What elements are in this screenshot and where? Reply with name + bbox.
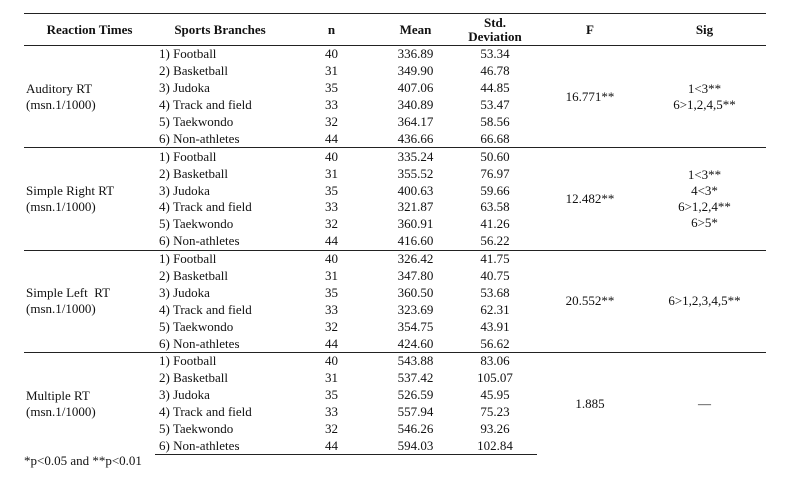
sports-branch-cell: 5) Taekwondo	[159, 114, 234, 129]
header-mean: Mean	[378, 14, 453, 46]
mean-cell: 543.88	[378, 353, 453, 370]
sports-branch-cell: 6) Non-athletes	[155, 130, 285, 147]
n-cell: 33	[325, 404, 338, 420]
mean-cell: 557.94	[397, 404, 434, 420]
reaction-time-unit: (msn.1/1000)	[26, 96, 96, 112]
n-cell: 33	[325, 199, 338, 215]
reaction-time-unit: (msn.1/1000)	[26, 301, 96, 317]
std-deviation-cell: 66.68	[453, 130, 537, 147]
mean-cell: 360.91	[397, 216, 434, 232]
sports-branch-cell: 2) Basketball	[159, 268, 228, 284]
mean-cell: 416.60	[378, 233, 453, 250]
sports-branch-cell: 3) Judoka	[159, 387, 210, 403]
std-deviation-cell: 83.06	[453, 353, 537, 370]
sports-branch-cell: 1) Football	[155, 250, 285, 267]
mean-cell: 546.26	[397, 421, 434, 437]
reaction-time-label: Simple Left RT	[26, 285, 111, 301]
std-deviation-cell: 43.91	[480, 318, 510, 334]
sports-branch-cell: 3) Judoka	[159, 80, 210, 96]
n-cell: 31	[325, 370, 338, 386]
n-cell: 44	[285, 233, 378, 250]
reaction-time-unit: (msn.1/1000)	[26, 199, 96, 215]
std-deviation-cell: 53.47	[480, 97, 510, 113]
anova-table	[24, 13, 766, 455]
mean-cell: 323.69	[397, 301, 434, 317]
reaction-time-cell	[24, 250, 155, 352]
n-cell: 31	[325, 268, 338, 284]
mean-cell: 347.80	[397, 268, 434, 284]
mean-cell: 336.89	[378, 46, 453, 63]
mean-cell: 354.75	[397, 318, 434, 334]
table-body	[24, 46, 766, 455]
n-cell: 40	[285, 353, 378, 370]
std-deviation-cell: 46.78	[480, 63, 510, 79]
std-deviation-cell: 56.62	[453, 335, 537, 352]
significance-line: 6>1,2,4,5**	[673, 96, 736, 112]
header-row	[24, 14, 766, 46]
std-deviation-cell: 41.26	[480, 216, 510, 232]
significance-cell	[643, 46, 766, 148]
n-cell: 44	[285, 335, 378, 352]
sports-branch-cell: 4) Track and field	[159, 199, 252, 215]
n-cell: 32	[325, 216, 338, 232]
sports-branch-cell: 1) Football	[155, 46, 285, 63]
significance-line: 6>1,2,4**	[678, 199, 731, 215]
std-deviation-cell: 44.85	[480, 80, 510, 96]
sports-branch-cell: 6) Non-athletes	[155, 233, 285, 250]
header-reaction-times: Reaction Times	[24, 14, 155, 46]
header-std-deviation	[453, 14, 537, 46]
std-deviation-cell: 75.23	[480, 404, 510, 420]
n-cell: 33	[325, 301, 338, 317]
std-deviation-cell: 45.95	[480, 387, 510, 403]
mean-cell: 349.90	[397, 63, 434, 79]
std-deviation-cell: 50.60	[453, 148, 537, 165]
significance-cell	[643, 148, 766, 250]
mean-cell: 526.59	[397, 387, 434, 403]
significance-line: 1<3**	[687, 167, 722, 183]
table-row	[24, 46, 766, 63]
sports-branch-cell: 3) Judoka	[159, 182, 210, 198]
std-deviation-cell: 59.66	[480, 182, 510, 198]
header-f: F	[537, 14, 643, 46]
f-value-cell: 20.552**	[537, 250, 643, 352]
n-cell: 35	[325, 284, 338, 300]
sports-branch-cell: 5) Taekwondo	[159, 421, 234, 437]
f-value-cell: 1.885	[537, 353, 643, 455]
std-deviation-cell: 102.84	[453, 437, 537, 454]
table-row	[24, 250, 766, 267]
reaction-time-label: Multiple RT	[26, 387, 90, 403]
sports-branch-cell: 4) Track and field	[159, 404, 252, 420]
footnote: *p<0.05 and **p<0.01	[24, 453, 142, 468]
std-deviation-cell: 76.97	[480, 165, 510, 181]
n-cell: 40	[285, 46, 378, 63]
n-cell: 32	[325, 318, 338, 334]
significance-line: 6>1,2,3,4,5**	[668, 293, 741, 309]
n-cell: 40	[285, 250, 378, 267]
sports-branch-cell: 4) Track and field	[159, 301, 252, 317]
mean-cell: 326.42	[378, 250, 453, 267]
table-row	[24, 148, 766, 165]
significance-line: —	[698, 395, 711, 411]
n-cell: 33	[325, 97, 338, 113]
sports-branch-cell: 2) Basketball	[159, 63, 228, 79]
sports-branch-cell: 2) Basketball	[159, 370, 228, 386]
n-cell: 35	[325, 80, 338, 96]
n-cell: 40	[285, 148, 378, 165]
mean-cell: 594.03	[378, 437, 453, 454]
header-std-deviation-line2: Deviation	[468, 28, 522, 44]
mean-cell: 424.60	[378, 335, 453, 352]
sports-branch-cell: 5) Taekwondo	[159, 318, 234, 334]
std-deviation-cell: 53.34	[453, 46, 537, 63]
n-cell: 32	[325, 114, 338, 129]
reaction-time-cell	[24, 148, 155, 250]
mean-cell: 340.89	[397, 97, 434, 113]
std-deviation-cell: 56.22	[453, 233, 537, 250]
n-cell: 44	[285, 437, 378, 454]
sports-branch-cell: 4) Track and field	[159, 97, 252, 113]
significance-cell	[643, 353, 766, 455]
std-deviation-cell: 40.75	[480, 268, 510, 284]
mean-cell: 364.17	[397, 114, 434, 129]
header-std-deviation-line1: Std.	[483, 14, 507, 30]
reaction-time-unit: (msn.1/1000)	[26, 403, 96, 419]
std-deviation-cell: 63.58	[480, 199, 510, 215]
n-cell: 35	[325, 182, 338, 198]
std-deviation-cell: 105.07	[477, 370, 513, 386]
reaction-time-cell	[24, 353, 155, 455]
n-cell: 32	[325, 421, 338, 437]
sports-branch-cell: 5) Taekwondo	[159, 216, 234, 232]
std-deviation-cell: 41.75	[453, 250, 537, 267]
sports-branch-cell: 3) Judoka	[159, 284, 210, 300]
significance-cell	[643, 250, 766, 352]
n-cell: 35	[325, 387, 338, 403]
header-sig: Sig	[643, 14, 766, 46]
sports-branch-cell: 6) Non-athletes	[155, 335, 285, 352]
sports-branch-cell: 6) Non-athletes	[155, 437, 285, 454]
f-value-cell: 12.482**	[537, 148, 643, 250]
std-deviation-cell: 93.26	[480, 421, 510, 437]
n-cell: 31	[325, 63, 338, 79]
mean-cell: 335.24	[378, 148, 453, 165]
significance-line: 1<3**	[687, 80, 722, 96]
sports-branch-cell: 2) Basketball	[159, 165, 228, 181]
std-deviation-cell: 53.68	[480, 284, 510, 300]
mean-cell: 436.66	[378, 130, 453, 147]
table-header	[24, 14, 766, 46]
sports-branch-cell: 1) Football	[155, 353, 285, 370]
mean-cell: 537.42	[397, 370, 434, 386]
reaction-time-label: Auditory RT	[26, 80, 93, 96]
n-cell: 44	[285, 130, 378, 147]
mean-cell: 407.06	[397, 80, 434, 96]
mean-cell: 321.87	[397, 199, 434, 215]
mean-cell: 400.63	[397, 182, 434, 198]
sports-branch-cell: 1) Football	[155, 148, 285, 165]
significance-line: 6>5*	[691, 215, 718, 231]
reaction-time-label: Simple Right RT	[26, 183, 115, 199]
header-sports-branches: Sports Branches	[155, 14, 285, 46]
header-n: n	[285, 14, 378, 46]
mean-cell: 355.52	[397, 165, 434, 181]
f-value-cell: 16.771**	[537, 46, 643, 148]
std-deviation-cell: 58.56	[480, 114, 510, 129]
mean-cell: 360.50	[397, 284, 434, 300]
n-cell: 31	[325, 165, 338, 181]
reaction-time-cell	[24, 46, 155, 148]
std-deviation-cell: 62.31	[480, 301, 510, 317]
significance-line: 4<3*	[691, 183, 718, 199]
table-row	[24, 353, 766, 370]
